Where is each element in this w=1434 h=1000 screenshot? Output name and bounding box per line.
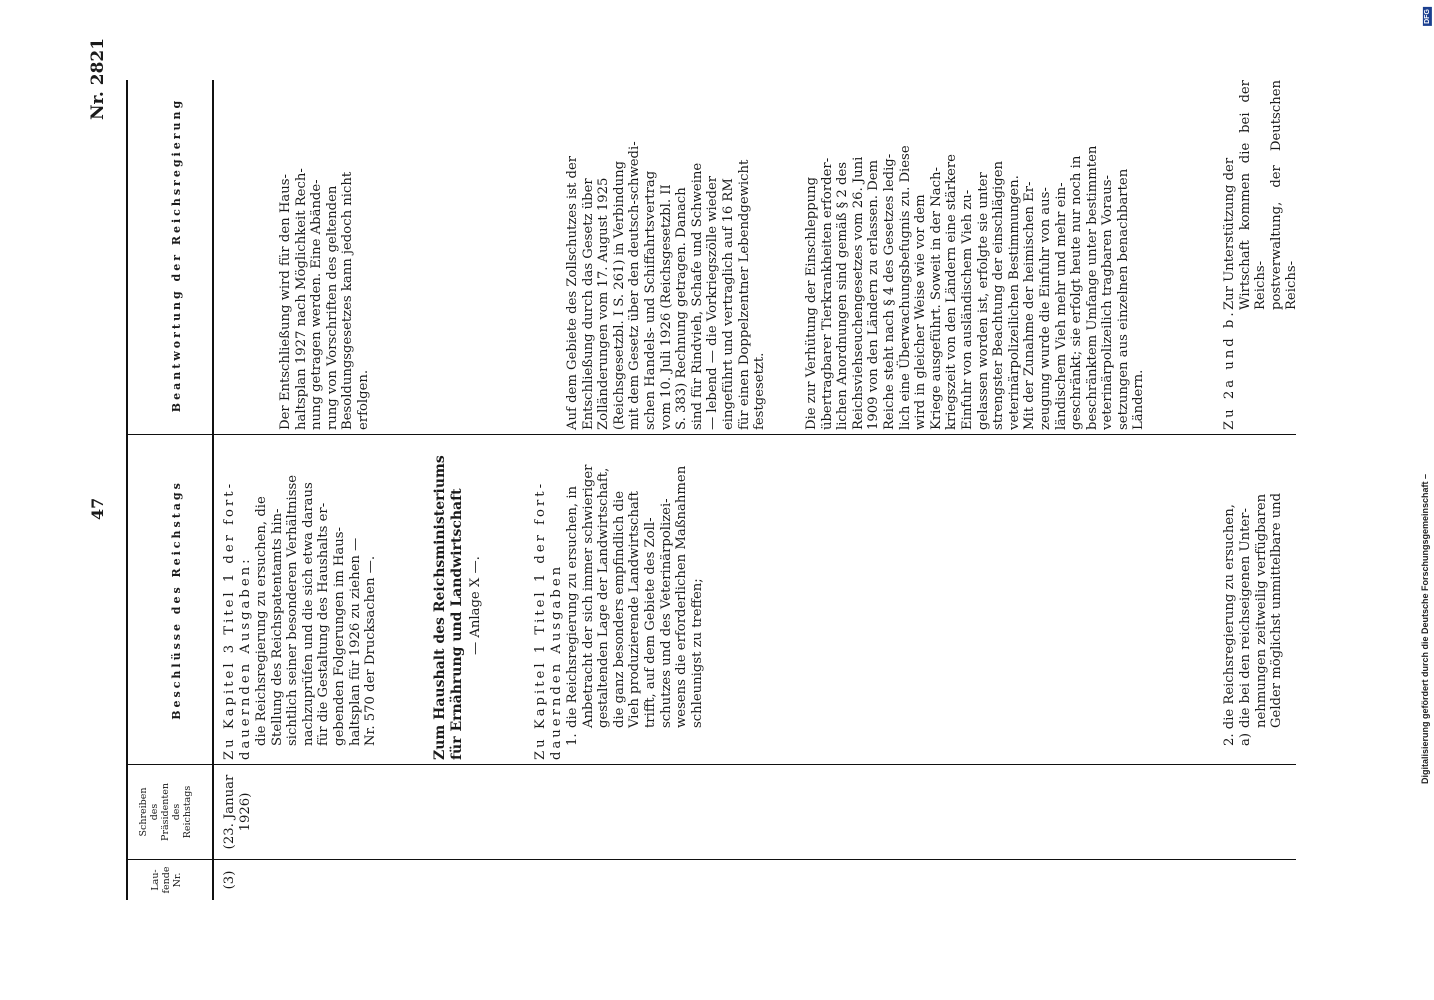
document-number: Nr. 2821 (88, 37, 108, 120)
ministry-heading: Zum Haushalt des Reichsministeriums für Ernährung und Landwirtschaft (432, 455, 465, 760)
section2-text: die Reichsregierung zu ersuchen, in Anbetracht der sich immer schwieriger gestaltenden Lage der Landwirtschaft, die ganz besonders empfindlich die Vieh produzierende Landwirtschaft trifft, auf dem Gebiete des Zoll- schutzes und des Veterinärpolizei- wesens die erforderlichen Maßnahmen schleunigst zu treffen; (565, 464, 705, 728)
item2a-label: a) (1238, 732, 1253, 746)
dfg-logo: DFG (1423, 9, 1431, 24)
row-number: (3) (222, 870, 237, 890)
section1-heading-line1: Zu Kapitel 3 Titel 1 der fort- (222, 480, 237, 760)
section1-answer: Der Entschließung wird für den Haus- haltsplan 1927 nach Möglichkeit Rech- nung getragen werden. Eine Abände- rung von Vorschriften des geltenden Besoldungsgesetzes kann jedoch nicht erfolgen. (278, 168, 371, 430)
answer2-heading: Zu 2a und b. (1222, 309, 1237, 430)
section1-heading-line2: dauernden Ausgaben: (238, 556, 253, 760)
header-resolutions: Beschlüsse des Reichstags (170, 480, 183, 720)
section2-answer-continued: Die zur Verhütung der Einschleppung übertragbarer Tierkrankheiten erforder- lichen Anordnungen sind gemäß § 2 des Reichsviehseuchengesetzes vom 26. Juni 1909 von den Ländern zu erlassen. Dem Reiche steht nach § 4 des Gesetzes ledig- lich eine Überwachungsbefugnis zu. Diese wird in gleicher Weise wie vor dem Kriege ausgeführt. Soweit in der Nach- kriegszeit von den Ländern eine stärkere Einfuhr von ausländischem Vieh zu- gelassen worden ist, erfolgte sie unter strengster Beachtung der einschlägigen veterinärpolizeilichen Bestimmungen. Mit der Zunahme der heimischen Er- zeugung wurde die Einfuhr von aus- ländischem Vieh mehr und mehr ein- geschränkt; sie erfolgt heute nur noch in beschränktem Umfange unter bestimmten veterinärpolizeilich tragbaren Voraus- setzungen aus einzelnen benachbarten Ländern. (804, 145, 1147, 430)
column-rule-2 (126, 764, 1296, 765)
item2-text: 2. die Reichsregierung zu ersuchen, (1222, 504, 1237, 746)
section2-heading-line1: Zu Kapitel 1 Titel 1 der fort- (533, 480, 548, 760)
answer2-text: Zur Unterstützung der Wirtschaft kommen die bei der Reichs- postverwaltung, der Deutschen Reichs- (1222, 80, 1300, 310)
header-president-letter: Schreiben des Präsidenten des Reichstags (138, 783, 193, 841)
column-rule-1 (126, 859, 1296, 860)
section2-item-number: 1. (565, 733, 580, 746)
table-top-rule (126, 80, 128, 900)
section2-heading-line2: dauernden Ausgaben (549, 563, 564, 760)
row-date: (23. Januar 1926) (222, 774, 253, 850)
section2-answer: Auf dem Gebiete des Zollschutzes ist der Entschließung durch das Gesetz über Zolländerungen vom 17. August 1925 (Reichsgesetzbl. I S. 261) in Verbindung mit dem Gesetz über den deutsch-schwedi- schen Handels- und Schiffahrtsvertrag vom 10. Juli 1926 (Reichsgesetzbl. II S. 383) Rechnung getragen. Danach sind für Rindvieh, Schafe und Schweine — lebend — die Vorkriegszölle wieder eingeführt und vertraglich auf 16 RM für einen Doppelzentner Lebendgewicht festgesetzt. (565, 141, 768, 430)
digitization-note: Digitalisierung gefördert durch die Deutsche Forschungsgemeinschaft – (1420, 473, 1430, 784)
section1-text: die Reichsregierung zu ersuchen, die Stellung des Reichspatentamts hin- sichtlich seiner besonderen Verhältnisse nachzuprüfen und die sich etwa daraus für die Gestaltung des Haushalts er- gebenden Folgerungen im Haus- haltsplan für 1926 zu ziehen — Nr. 570 der Drucksachen —. (254, 474, 379, 746)
page-number: 47 (88, 497, 107, 520)
header-government-answer: Beantwortung der Reichsregierung (170, 97, 183, 413)
item2a-text: die bei den reichseigenen Unter- nehmungen zeitweilig verfügbaren Gelder möglichst unmittelbare und (1238, 492, 1285, 728)
header-bottom-rule (212, 80, 214, 900)
header-running-number: Lau- fende Nr. (150, 866, 183, 894)
ministry-annex: — Anlage X —. (468, 556, 483, 655)
column-rule-3 (126, 434, 1296, 435)
